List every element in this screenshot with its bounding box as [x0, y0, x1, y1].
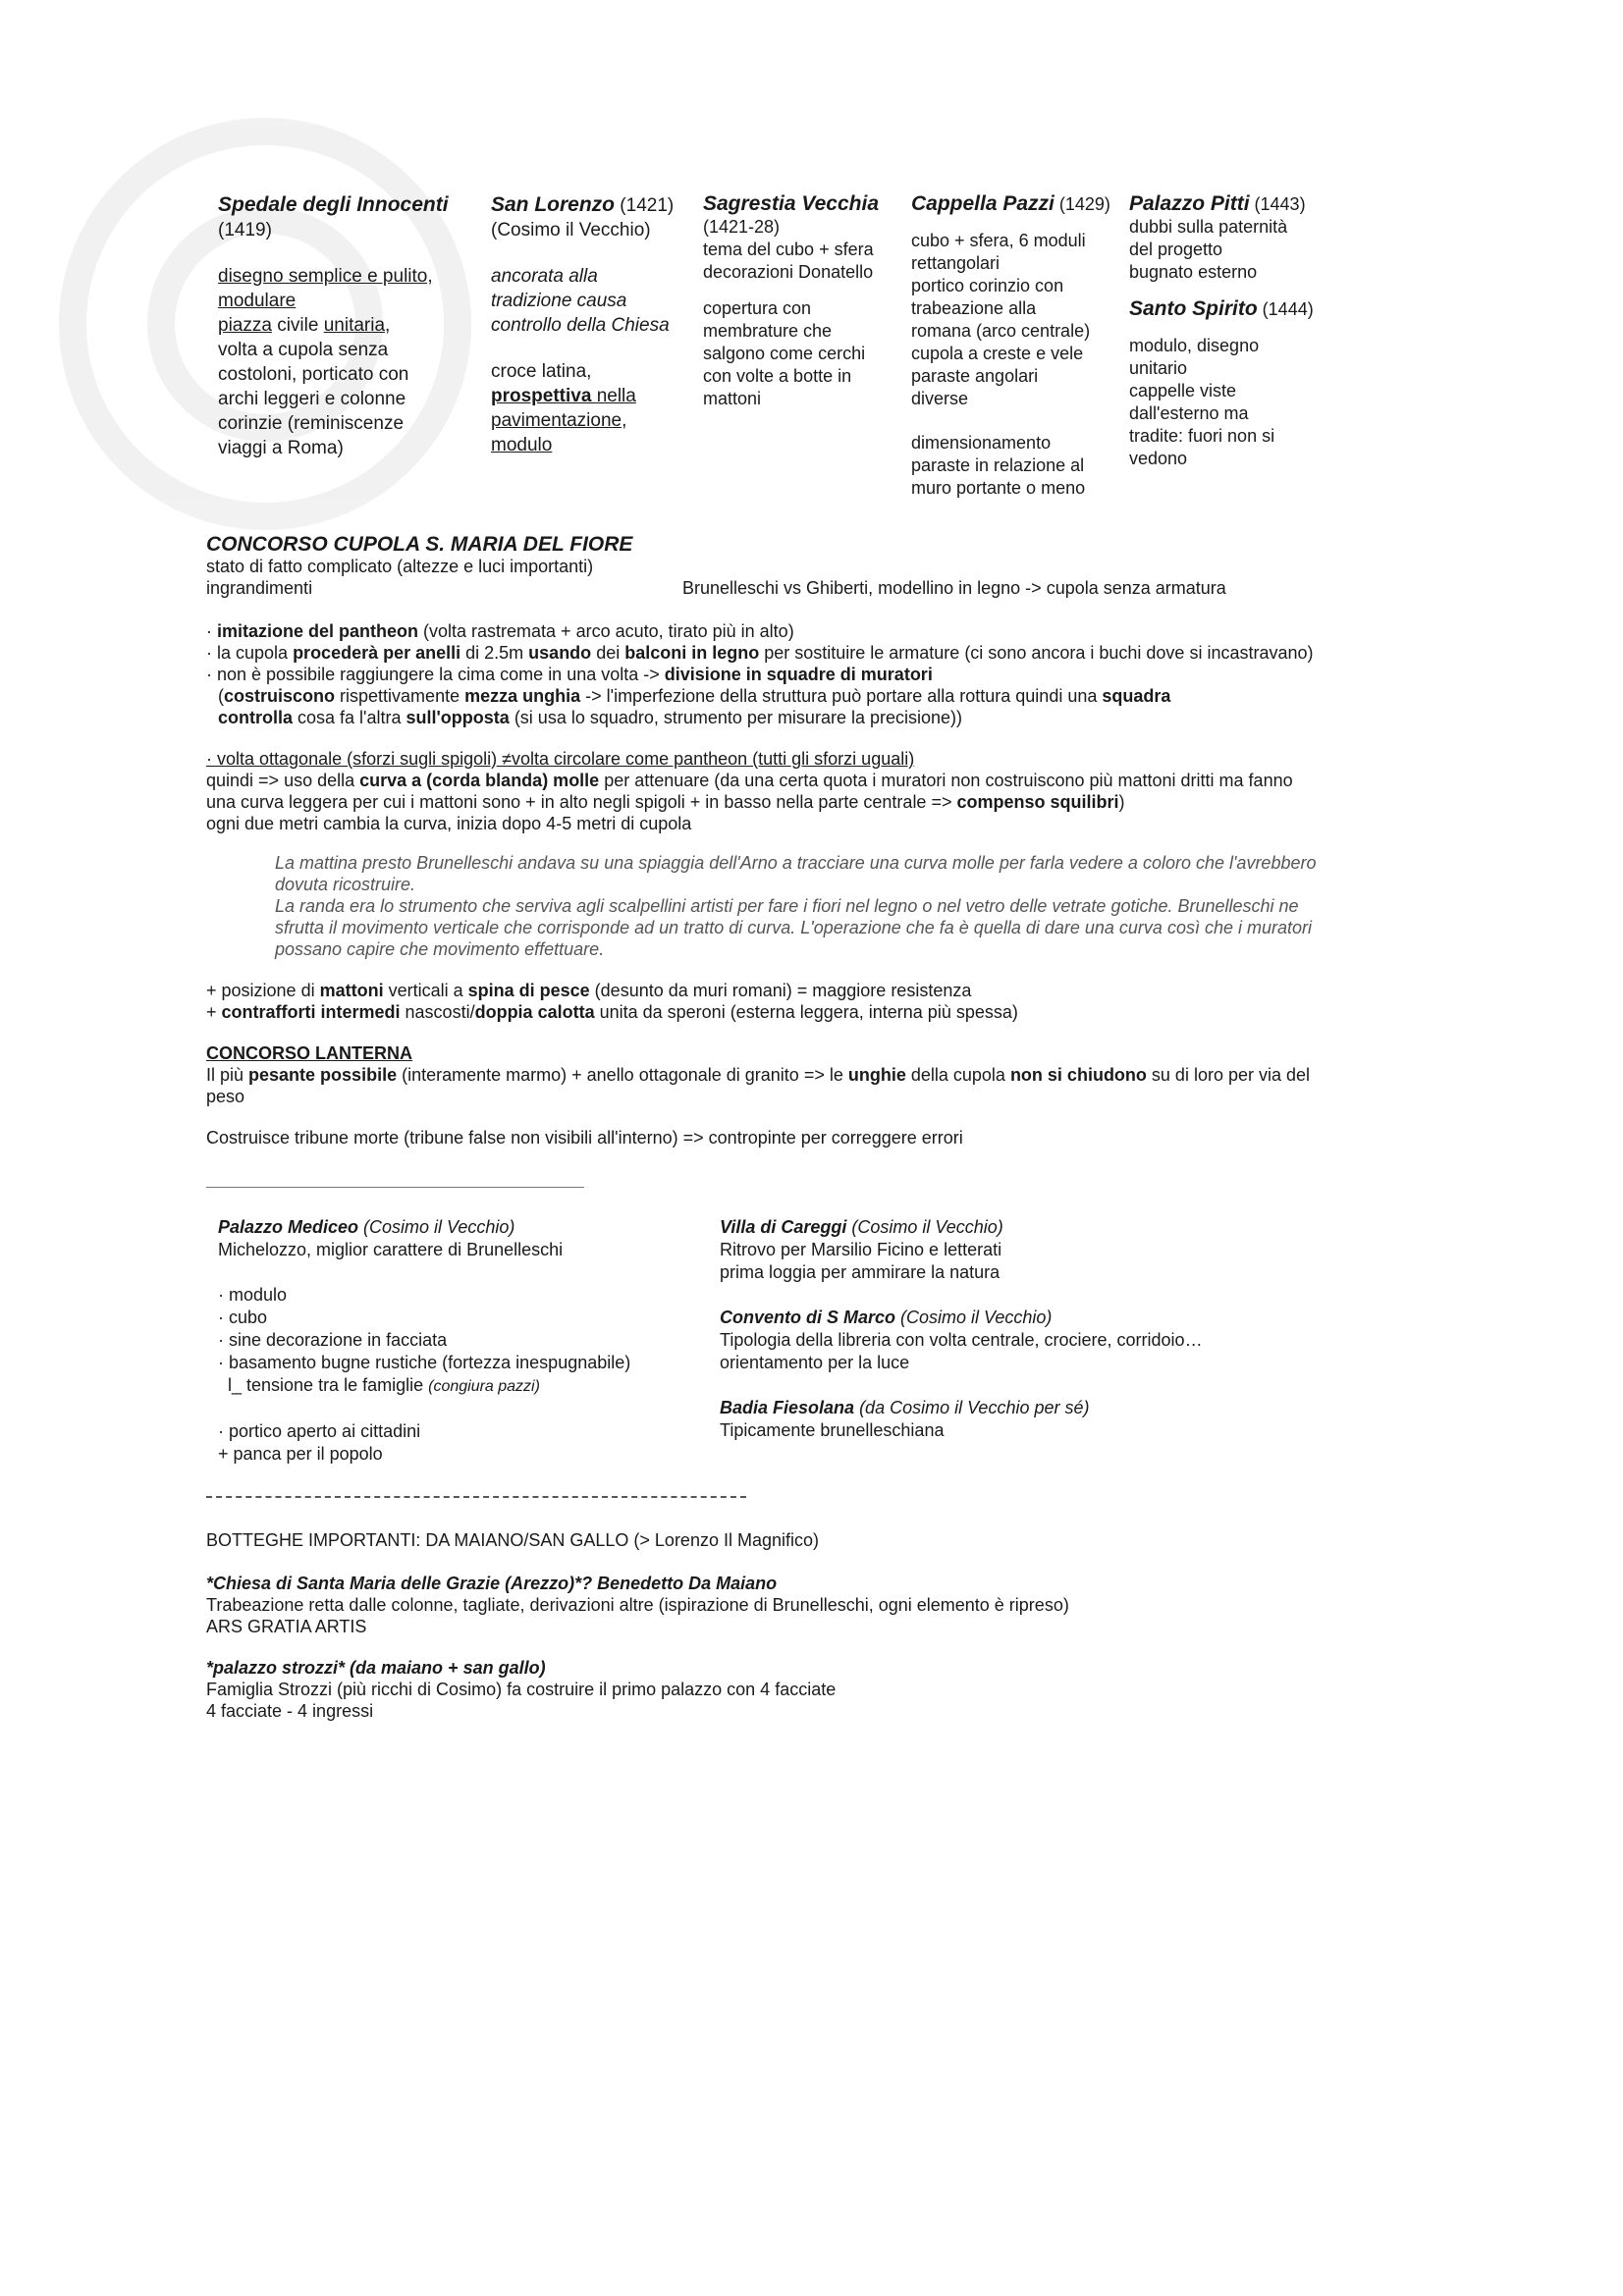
column-palazzo-pitti — [1129, 192, 1325, 470]
col-subtitle: (Cosimo il Vecchio) — [491, 220, 651, 240]
col-line: portico corinzio con — [911, 276, 1064, 295]
col-line: viaggi a Roma) — [218, 438, 344, 458]
col-line: vedono — [1129, 449, 1188, 468]
bullet-line: · non è possibile raggiungere la cima come in una volta -> divisione in squadre di muratori — [206, 665, 933, 684]
section-botteghe — [206, 1529, 1434, 1722]
bullet-line: controlla cosa fa l'altra sull'opposta (si usa lo squadro, strumento per misurare la precisione)) — [218, 708, 963, 727]
col-line: cappelle viste — [1129, 381, 1237, 400]
col-line: bugnato esterno — [1129, 262, 1258, 282]
column-san-lorenzo — [491, 192, 697, 457]
text-line: orientamento per la luce — [720, 1353, 910, 1372]
col-line: decorazioni Donatello — [703, 262, 874, 282]
block-title: *palazzo strozzi* (da maiano + san gallo) — [206, 1658, 546, 1678]
column-sagrestia — [703, 192, 899, 410]
col-line: del progetto — [1129, 240, 1223, 259]
col-line: tradizione causa — [491, 291, 627, 311]
text-line: Famiglia Strozzi (più ricchi di Cosimo) fa costruire il primo palazzo con 4 facciate — [206, 1680, 837, 1699]
col-line: dimensionamento — [911, 433, 1052, 453]
col-line: salgono come cerchi — [703, 344, 866, 363]
bullet-line: · portico aperto ai cittadini — [218, 1421, 421, 1441]
block-title: *Chiesa di Santa Maria delle Grazie (Arezzo)*? Benedetto Da Maiano — [206, 1574, 778, 1593]
col-line: ancorata alla — [491, 266, 598, 287]
section-heading: BOTTEGHE IMPORTANTI: DA MAIANO/SAN GALLO (> Lorenzo Il Magnifico) — [206, 1530, 819, 1550]
bullet-line: · imitazione del pantheon (volta rastremata + arco acuto, tirato più in alto) — [206, 621, 794, 641]
col-title: San Lorenzo — [491, 193, 616, 216]
text-line: peso — [206, 1087, 245, 1106]
text-line: · volta ottagonale (sforzi sugli spigoli) ≠volta circolare come pantheon (tutti gli sforzi uguali) — [206, 749, 915, 769]
text-line: ARS GRATIA ARTIS — [206, 1617, 367, 1636]
block-title: Palazzo Mediceo — [218, 1217, 359, 1237]
bullet-line: · modulo — [218, 1285, 288, 1305]
col-line: cubo + sfera, 6 moduli — [911, 231, 1086, 250]
block-title: Villa di Careggi — [720, 1217, 847, 1237]
section-heading: CONCORSO CUPOLA S. MARIA DEL FIORE — [206, 533, 633, 556]
col-title: Cappella Pazzi — [911, 192, 1055, 215]
text-line: ingrandimenti Brunelleschi vs Ghiberti, modellino in legno -> cupola senza armatura — [206, 578, 1226, 598]
col-line: dubbi sulla paternità — [1129, 217, 1288, 237]
bullet-line: · basamento bugne rustiche (fortezza inespugnabile) — [218, 1353, 631, 1372]
text-line: + posizione di mattoni verticali a spina di pesce (desunto da muri romani) = maggiore resistenza — [206, 981, 972, 1000]
col-line: cupola a creste e vele — [911, 344, 1084, 363]
col-title: Palazzo Pitti — [1129, 192, 1250, 215]
text-line: Tipicamente brunelleschiana — [720, 1420, 945, 1440]
col-line: modulare — [218, 291, 297, 311]
bullet-line: + panca per il popolo — [218, 1444, 383, 1464]
col-line: unitario — [1129, 358, 1188, 378]
text-line: prima loggia per ammirare la natura — [720, 1262, 1001, 1282]
text-line: 4 facciate - 4 ingressi — [206, 1701, 374, 1721]
col-line: corinzie (reminiscenze — [218, 413, 405, 434]
text-line: Trabeazione retta dalle colonne, tagliate, derivazioni altre (ispirazione di Brunelleschi, ogni elemento è ripreso) — [206, 1595, 1069, 1615]
col-title: Spedale degli Innocenti — [218, 193, 449, 216]
col-date: (1443) — [1249, 194, 1306, 214]
text-line: Ritrovo per Marsilio Ficino e letterati — [720, 1240, 1002, 1259]
col-line: paraste angolari — [911, 366, 1039, 386]
col-line: disegno semplice e pulito, — [218, 266, 433, 287]
text-line: quindi => uso della curva a (corda blanda) molle per attenuare (da una certa quota i muratori non costruiscono più mattoni dritti ma fanno — [206, 771, 1293, 790]
divider-line — [206, 1187, 584, 1188]
col-line: paraste in relazione al — [911, 455, 1085, 475]
col-line: costoloni, porticato con — [218, 364, 409, 385]
col-line: piazza civile unitaria, — [218, 315, 391, 336]
text-line: Michelozzo, miglior carattere di Brunelleschi — [218, 1240, 564, 1259]
col-line: tema del cubo + sfera — [703, 240, 874, 259]
text-line: + contrafforti intermedi nascosti/doppia calotta unita da speroni (esterna leggera, interna più spessa) — [206, 1002, 1018, 1022]
col-date: (1429) — [1054, 194, 1110, 214]
col-line: dall'esterno ma — [1129, 403, 1249, 423]
quote-block: La mattina presto Brunelleschi andava su una spiaggia dell'Arno a tracciare una curva molle per farla vedere a coloro che l'avrebbero dovuta ricostruire. La randa era lo strumento che serviva agli scalpellini artisti per fare i fiori nel legno o nel vetro delle vetrate gotiche. Brunelleschi ne sfrutta il movimento verticale che corrisponde ad un tratto di curva. L'operazione che fa è quella di dare una curva così che i muratori possano capire che movimento effettuare. — [275, 853, 1317, 959]
col-line: controllo della Chiesa — [491, 315, 670, 336]
col-line: trabeazione alla — [911, 298, 1037, 318]
section-heading: CONCORSO LANTERNA — [206, 1043, 412, 1063]
dashed-divider — [206, 1496, 746, 1498]
text-line: Costruisce tribune morte (tribune false non visibili all'interno) => contropinte per correggere errori — [206, 1128, 963, 1148]
column-cappella-pazzi — [911, 192, 1119, 500]
col-line: mattoni — [703, 389, 762, 408]
col-line: prospettiva nella — [491, 386, 636, 406]
text-line: stato di fatto complicato (altezze e luci importanti) — [206, 557, 594, 576]
col-date: (1419) — [218, 220, 272, 240]
col-line: archi leggeri e colonne — [218, 389, 406, 409]
section-cupola — [206, 534, 1434, 1148]
col-date: (1444) — [1257, 299, 1314, 319]
col-line: romana (arco centrale) — [911, 321, 1091, 341]
column-spedale — [218, 192, 483, 460]
col-line: muro portante o meno — [911, 478, 1086, 498]
bullet-line: l_ tensione tra le famiglie (congiura pazzi) — [228, 1375, 540, 1395]
col-date: (1421-28) — [703, 217, 781, 237]
block-title: Convento di S Marco — [720, 1308, 896, 1327]
col-line: modulo — [491, 435, 553, 455]
col-line: rettangolari — [911, 253, 1001, 273]
text-line: ogni due metri cambia la curva, inizia dopo 4-5 metri di cupola — [206, 814, 692, 833]
col-line: volta a cupola senza — [218, 340, 389, 360]
bullet-line: (costruiscono rispettivamente mezza unghia -> l'imperfezione della struttura può portare alla rottura quindi una squadra — [218, 686, 1171, 706]
text-line: Tipologia della libreria con volta centrale, crociere, corridoio… — [720, 1330, 1203, 1350]
col-line: pavimentazione, — [491, 410, 627, 431]
bullet-line: · cubo — [218, 1308, 268, 1327]
col-line: croce latina, — [491, 361, 592, 382]
text-line: una curva leggera per cui i mattoni sono + in alto negli spigoli + in basso nella parte centrale => compenso squilibri) — [206, 792, 1125, 812]
col-line: tradite: fuori non si — [1129, 426, 1275, 446]
bullet-line: · la cupola procederà per anelli di 2.5m usando dei balconi in legno per sostituire le armature (ci sono ancora i buchi dove si incastravano) — [206, 643, 1314, 663]
col-line: modulo, disegno — [1129, 336, 1260, 355]
col-line: membrature che — [703, 321, 833, 341]
col-title: Santo Spirito — [1129, 297, 1258, 320]
text-line: Il più pesante possibile (interamente marmo) + anello ottagonale di granito => le unghie della cupola non si chiudono su di loro per via del — [206, 1065, 1311, 1085]
col-date: (1421) — [615, 195, 675, 216]
col-line: con volte a botte in — [703, 366, 852, 386]
bullet-line: · sine decorazione in facciata — [218, 1330, 448, 1350]
block-cosimo-works: Villa di Careggi (Cosimo il Vecchio) Ritrovo per Marsilio Ficino e letterati prima loggia per ammirare la natura Convento di S Marco (Cosimo il Vecchio) Tipologia della libreria con volta centrale, crociere, corridoio… orientamento per la luce Badia Fiesolana (da Cosimo il Vecchio per sé) Tipicamente brunelleschiana — [720, 1216, 1348, 1442]
col-title: Sagrestia Vecchia — [703, 192, 879, 215]
col-line: copertura con — [703, 298, 812, 318]
col-line: diverse — [911, 389, 969, 408]
block-title: Badia Fiesolana — [720, 1398, 855, 1417]
block-palazzo-mediceo: Palazzo Mediceo (Cosimo il Vecchio) Michelozzo, miglior carattere di Brunelleschi · modulo · cubo · sine decorazione in facciata · basamento bugne rustiche (fortezza inespugnabile) l_ tensione tra le famiglie (congiura pazzi) · portico aperto ai cittadini + panca per il popolo — [218, 1216, 709, 1466]
